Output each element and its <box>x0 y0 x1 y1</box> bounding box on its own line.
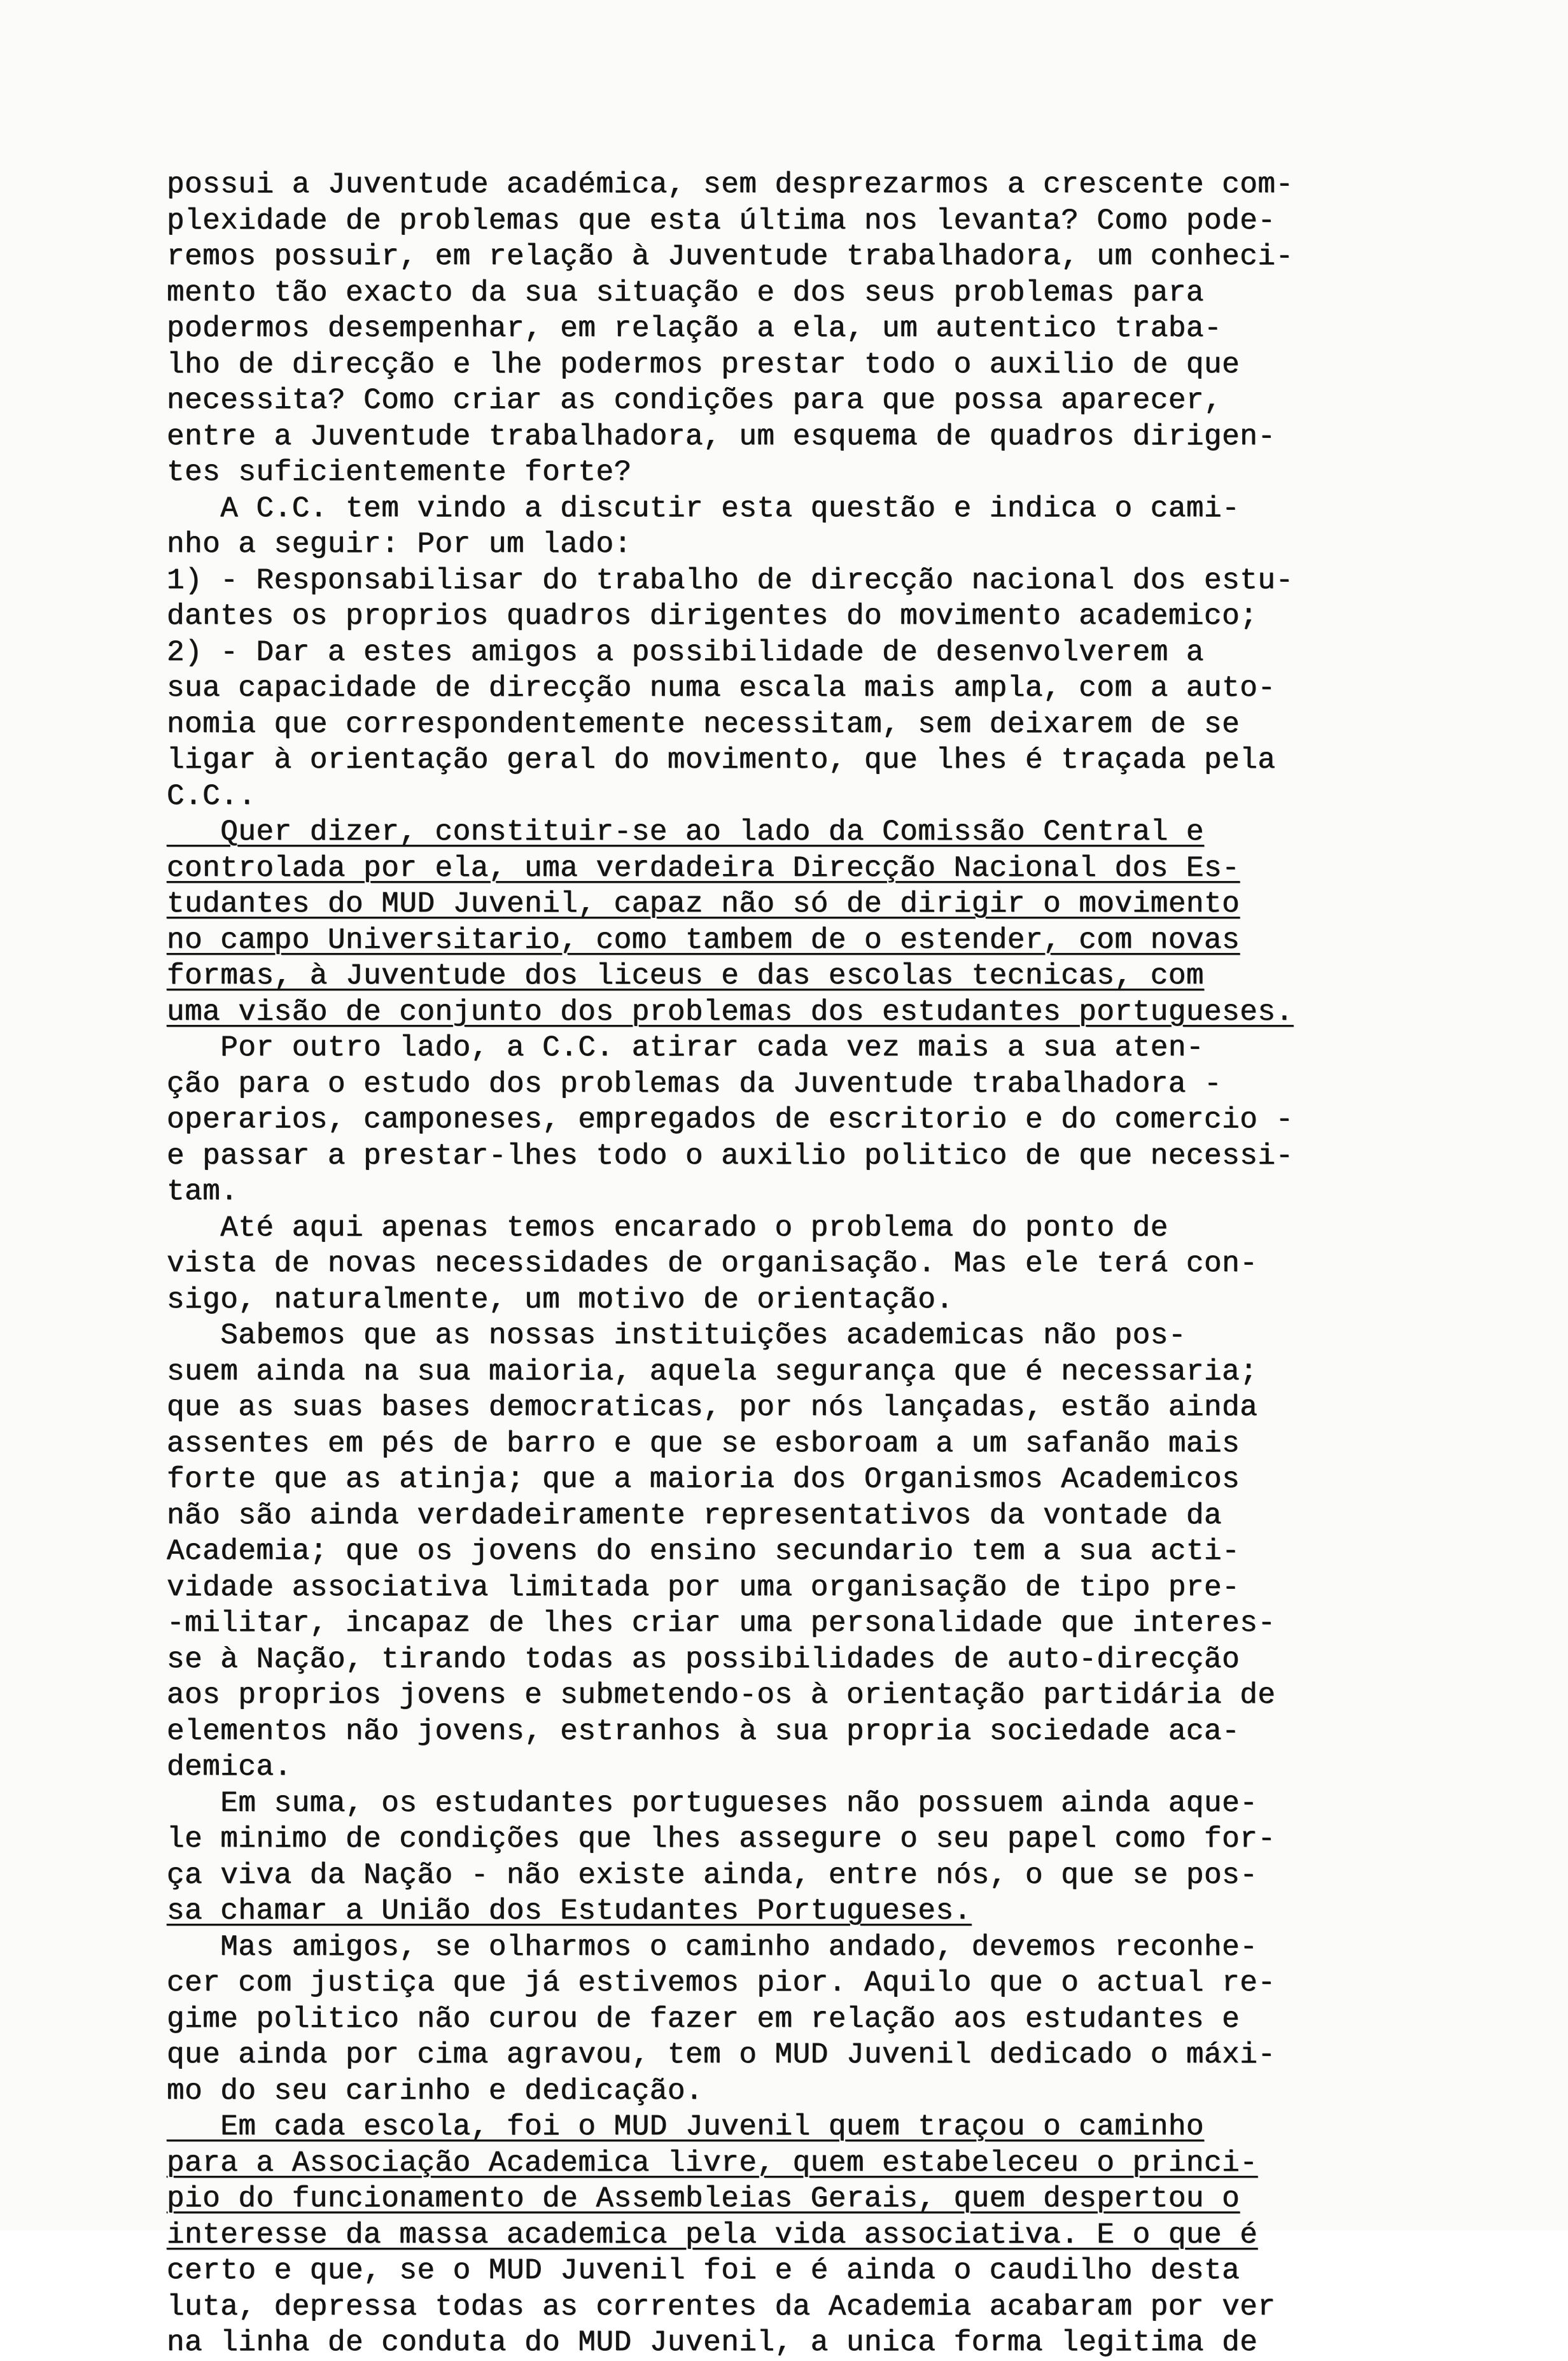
text-line: 1) - Responsabilisar do trabalho de direcção nacional dos estu- <box>167 563 1294 597</box>
text-line: assentes em pés de barro e que se esboroam a um safanão mais <box>167 1427 1240 1460</box>
text-line: -militar, incapaz de lhes criar uma personalidade que interes- <box>167 1607 1276 1640</box>
text-line: C.C.. <box>167 779 256 813</box>
text-line: remos possuir, em relação à Juventude trabalhadora, um conheci- <box>167 240 1294 273</box>
text-line: Por outro lado, a C.C. atirar cada vez mais a sua aten- <box>167 1031 1205 1064</box>
text-line: na linha de conduta do MUD Juvenil, a unica forma legitima de <box>167 2326 1258 2359</box>
underlined-text-line: controlada por ela, uma verdadeira Direcção Nacional dos Es- <box>167 851 1240 885</box>
text-line: ligar à orientação geral do movimento, que lhes é traçada pela <box>167 744 1276 777</box>
underlined-text-line: interesse da massa academica pela vida associativa. E o que é <box>167 2218 1258 2252</box>
text-line: mo do seu carinho e dedicação. <box>167 2074 704 2108</box>
text-line: gime politico não curou de fazer em relação aos estudantes e <box>167 2002 1240 2036</box>
typewritten-text-body <box>167 167 1376 2361</box>
text-line: e passar a prestar-lhes todo o auxilio politico de que necessi- <box>167 1139 1294 1173</box>
text-line: A C.C. tem vindo a discutir esta questão e indica o cami- <box>167 491 1240 525</box>
text-line: nho a seguir: Por um lado: <box>167 528 632 561</box>
text-line: mento tão exacto da sua situação e dos seus problemas para <box>167 276 1205 309</box>
text-line: tam. <box>167 1175 239 1208</box>
text-line: 2) - Dar a estes amigos a possibilidade de desenvolverem a <box>167 635 1205 669</box>
text-line: certo e que, se o MUD Juvenil foi e é ainda o caudilho desta <box>167 2254 1240 2287</box>
text-line: que ainda por cima agravou, tem o MUD Juvenil dedicado o máxi- <box>167 2038 1276 2071</box>
text-line: elementos não jovens, estranhos à sua propria sociedade aca- <box>167 1714 1240 1748</box>
text-line: suem ainda na sua maioria, aquela segurança que é necessaria; <box>167 1355 1258 1388</box>
text-line: necessita? Como criar as condições para que possa aparecer, <box>167 384 1222 417</box>
text-line: forte que as atinja; que a maioria dos Organismos Academicos <box>167 1463 1240 1496</box>
text-line: dantes os proprios quadros dirigentes do movimento academico; <box>167 600 1258 633</box>
text-line: lho de direcção e lhe podermos prestar todo o auxilio de que <box>167 348 1240 381</box>
text-line: que as suas bases democraticas, por nós lançadas, estão ainda <box>167 1391 1258 1424</box>
text-line: vidade associativa limitada por uma organisação de tipo pre- <box>167 1570 1240 1604</box>
text-line: entre a Juventude trabalhadora, um esquema de quadros dirigen- <box>167 419 1276 453</box>
text-line: possui a Juventude académica, sem desprezarmos a crescente com- <box>167 168 1294 201</box>
text-line: Até aqui apenas temos encarado o problema do ponto de <box>167 1211 1168 1244</box>
underlined-text-line: Em cada escola, foi o MUD Juvenil quem traçou o caminho <box>167 2110 1205 2143</box>
text-line: Sabemos que as nossas instituições academicas não pos- <box>167 1319 1186 1352</box>
text-line: se à Nação, tirando todas as possibilidades de auto-direcção <box>167 1642 1240 1676</box>
text-line: podermos desempenhar, em relação a ela, um autentico traba- <box>167 312 1222 345</box>
text-line: ção para o estudo dos problemas da Juventude trabalhadora - <box>167 1067 1222 1101</box>
text-line: cer com justiça que já estivemos pior. Aquilo que o actual re- <box>167 1966 1276 1999</box>
text-line: luta, depressa todas as correntes da Academia acabaram por ver <box>167 2290 1276 2323</box>
text-line: tes suficientemente forte? <box>167 456 632 489</box>
underlined-text-line: para a Associação Academica livre, quem estabeleceu o princi- <box>167 2146 1258 2180</box>
text-line: Academia; que os jovens do ensino secundario tem a sua acti- <box>167 1535 1240 1568</box>
underlined-text-line: Quer dizer, constituir-se ao lado da Comissão Central e <box>167 815 1205 849</box>
underlined-text-line: sa chamar a União dos Estudantes Portugueses. <box>167 1894 972 1928</box>
text-line: sua capacidade de direcção numa escala mais ampla, com a auto- <box>167 672 1276 705</box>
text-line: nomia que correspondentemente necessitam, sem deixarem de se <box>167 707 1240 741</box>
text-line: aos proprios jovens e submetendo-os à orientação partidária de <box>167 1679 1276 1712</box>
text-line: plexidade de problemas que esta última nos levanta? Como pode- <box>167 204 1276 237</box>
underlined-text-line: tudantes do MUD Juvenil, capaz não só de dirigir o movimento <box>167 887 1240 920</box>
text-line: não são ainda verdadeiramente representativos da vontade da <box>167 1498 1222 1532</box>
text-line: operarios, camponeses, empregados de escritorio e do comercio - <box>167 1103 1294 1136</box>
text-line: demica. <box>167 1751 292 1784</box>
underlined-text-line: no campo Universitario, como tambem de o estender, com novas <box>167 923 1240 957</box>
underlined-text-line: pio do funcionamento de Assembleias Gerais, quem despertou o <box>167 2182 1240 2215</box>
text-line: Em suma, os estudantes portugueses não possuem ainda aque- <box>167 1786 1258 1820</box>
underlined-text-line: formas, à Juventude dos liceus e das escolas tecnicas, com <box>167 959 1205 992</box>
text-line: le minimo de condições que lhes assegure o seu papel como for- <box>167 1822 1276 1856</box>
text-line: vista de novas necessidades de organisação. Mas ele terá con- <box>167 1247 1258 1280</box>
underlined-text-line: uma visão de conjunto dos problemas dos estudantes portugueses. <box>167 995 1294 1029</box>
text-line: sigo, naturalmente, um motivo de orientação. <box>167 1283 954 1316</box>
text-line: ça viva da Nação - não existe ainda, entre nós, o que se pos- <box>167 1858 1258 1892</box>
text-line: Mas amigos, se olharmos o caminho andado, devemos reconhe- <box>167 1930 1258 1964</box>
